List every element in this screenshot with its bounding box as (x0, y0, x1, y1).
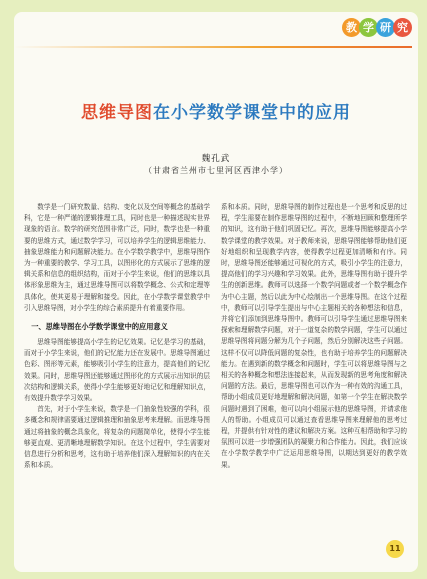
body-paragraph-2: 首先，对于小学生来说，数学是一门抽象性较强的学科，很多概念和规律需要通过逻辑推理和抽象思考来理解。而思维导图通过将抽象的概念具象化，将复杂的问题简单化，使得小学生能够更直观、更清晰地理解数学知识。在这个过程中，学生需要对信息进行分析和思考，这有助于培养他们深入理解知识的内在关系和本质。 (24, 405, 210, 470)
header-rule (14, 46, 412, 48)
column-tag-char: 教 (342, 18, 361, 37)
body-paragraph: 思维导图能够提高小学生的记忆效果。记忆是学习的基础，而对于小学生来说，他们的记忆能力还在发展中。思维导图通过色彩、图形等元素，能够吸引小学生的注意力，提高他们的记忆效果。同时，思维导图还能够通过图形化的方式展示出知识的层次结构和逻辑关系，使得小学生能够更好地记忆和理解知识点，有效提升数学学习效果。 (24, 338, 210, 403)
page (14, 12, 418, 572)
left-column (24, 202, 210, 562)
column-tag-char: 研 (376, 18, 395, 37)
right-column (221, 202, 407, 547)
author-name: 魏孔武 (201, 154, 231, 164)
column-tag-char: 学 (359, 18, 378, 37)
column-tag-char: 究 (393, 18, 412, 37)
body-paragraph-right: 系和本质。同时，思维导图的制作过程也是一个思考和反思的过程，学生需要在制作思维导图的过程中，不断地回顾和整理所学的知识，这有助于他们巩固记忆。再次，思维导图能够提高小学数学课堂的教学效果。对于教师来说，思维导图能够帮助他们更好地组织和呈现教学内容，使得教学过程更加清晰和有序。同时，思维导图还能够通过可视化的方式，吸引小学生的注意力，提高他们的学习兴趣和学习效果。此外，思维导图有助于提升学生的创新思维。教师可以选择一个数学问题或者一个数学概念作为中心主题，然后以此为中心绘制出一个思维导图。在这个过程中，教师可以引导学生提出与中心主题相关的各种想法和信息，并将它们添加到思维导图中。教师可以引导学生通过思维导图来探索和理解数学问题，对于一道复杂的数学问题，学生可以通过思维导图将问题分解为几个子问题，然后分别解决这些子问题。这样不仅可以降低问题的复杂性，也有助于培养学生的问题解决能力。在遇到新的数学概念和问题时，学生可以将思维导图与之相关的各种概念和想法连接起来，从而发现新的思考角度和解决问题的方法。最后，思维导图也可以作为一种有效的沟通工具，帮助小组成员更好地理解和解决问题，如第一个学生在解决数学问题时遇到了困难，他可以向小组展示他的思维导图，并请求他人的帮助。小组成员可以通过查看思维导图来理解他的思考过程，并提供有针对性的建议和解决方案。这种互相帮助和学习的氛围可以进一步增强团队的凝聚力和合作能力。因此，我们应该在小学数学教学中广泛运用思维导图，以期达到更好的教学效果。 (221, 203, 407, 469)
title-rest: 在小学数学课堂中的应用 (153, 103, 351, 123)
section-heading: 一、思维导图在小学数学课堂中的应用意义 (31, 322, 168, 332)
page-number: 11 (386, 540, 404, 558)
title-highlight: 思维导图 (81, 103, 153, 123)
article-title (14, 98, 418, 123)
column-tag (344, 18, 412, 37)
author-affiliation: （甘肃省兰州市七里河区西津小学） (144, 166, 288, 175)
intro-paragraph: 数学是一门研究数量、结构、变化以及空间等概念的基础学科，它是一种严谨的逻辑推理工具，同时也是一种描述现实世界现象的语言。数学的研究范围非常广泛，同时，数学也是一种重要的思维方式，通过数学学习，可以培养学生的逻辑思维能力、抽象思维能力和问题解决能力。在小学数学教学中，思维导图作为一种重要的教学、学习工具，以图形化的方式展示了思维的逻辑关系和信息的组织结构，而对于小学生来说，他们的思维以具体形象思维为主，通过思维导图可以将数学概念、公式和定理等具体化，使其更易于理解和接受。因此，在小学数学课堂教学中引入思维导图，对小学生的综合素质提升有着重要作用。 (24, 203, 210, 312)
